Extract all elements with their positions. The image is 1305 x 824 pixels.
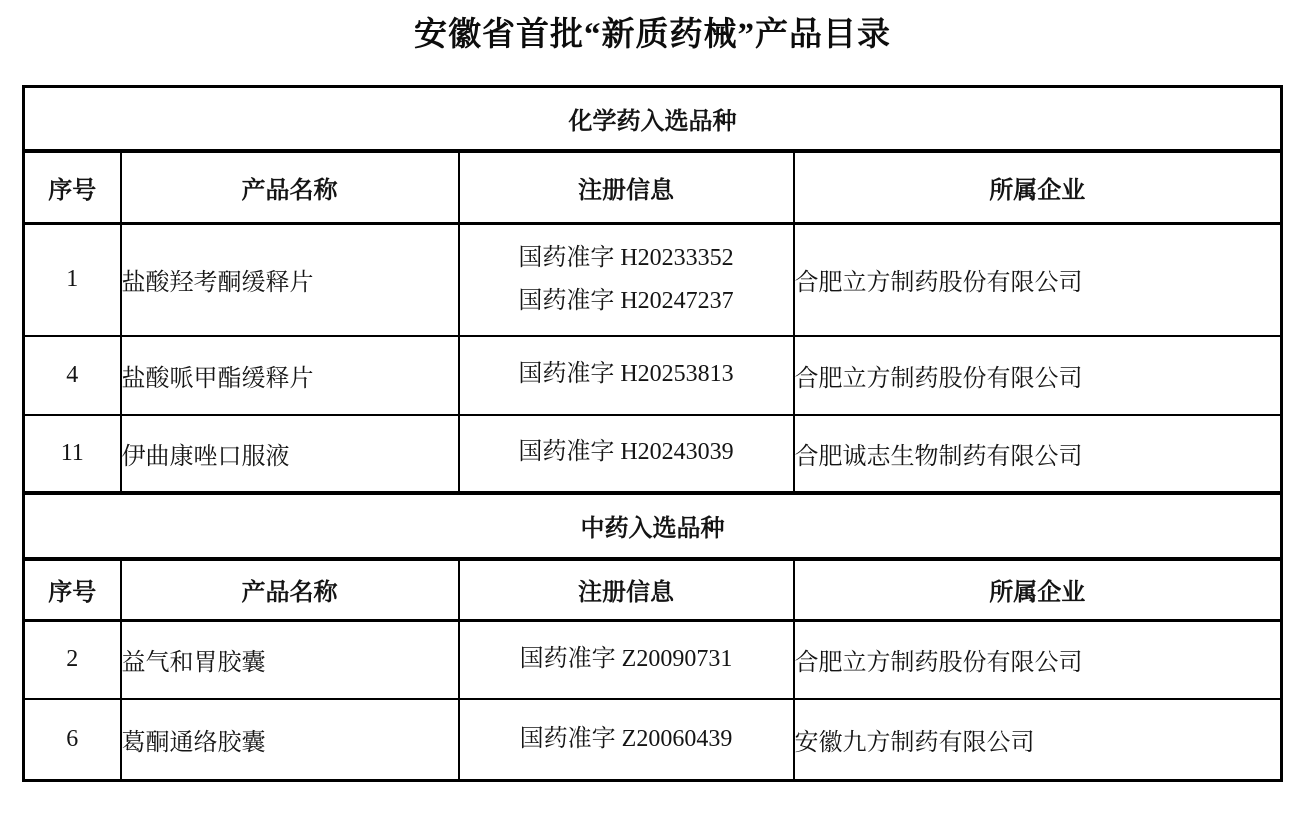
section-header-tcm: 中药入选品种 — [24, 493, 1282, 559]
cell-serial: 11 — [24, 415, 121, 493]
table-row — [24, 224, 1282, 336]
cell-serial: 2 — [24, 621, 121, 699]
cell-company: 安徽九方制药有限公司 — [794, 699, 1282, 781]
section-header-row-chemical — [24, 87, 1282, 151]
cell-product-name: 盐酸哌甲酯缓释片 — [121, 336, 459, 415]
page-title: 安徽省首批“新质药械”产品目录 — [414, 17, 891, 53]
col-header-registration: 注册信息 — [459, 151, 794, 224]
table-row — [24, 415, 1282, 493]
cell-registration — [459, 699, 794, 781]
col-header-company: 所属企业 — [794, 559, 1282, 621]
registration-line: 国药准字 H20243039 — [518, 439, 734, 466]
registration-line: 国药准字 Z20060439 — [519, 725, 733, 752]
cell-registration — [459, 224, 794, 336]
cell-company: 合肥立方制药股份有限公司 — [794, 621, 1282, 699]
column-header-row — [24, 151, 1282, 224]
table-row — [24, 336, 1282, 415]
table-row — [24, 699, 1282, 781]
section-header-row-tcm — [24, 493, 1282, 559]
col-header-serial: 序号 — [24, 559, 121, 621]
cell-registration — [459, 336, 794, 415]
column-header-row — [24, 559, 1282, 621]
product-catalog-table — [22, 85, 1283, 782]
cell-serial: 1 — [24, 224, 121, 336]
cell-product-name: 葛酮通络胶囊 — [121, 699, 459, 781]
cell-company: 合肥诚志生物制药有限公司 — [794, 415, 1282, 493]
cell-serial: 4 — [24, 336, 121, 415]
cell-registration — [459, 415, 794, 493]
section-header-chemical: 化学药入选品种 — [24, 87, 1282, 151]
col-header-product-name: 产品名称 — [121, 151, 459, 224]
cell-product-name: 伊曲康唑口服液 — [121, 415, 459, 493]
col-header-product-name: 产品名称 — [121, 559, 459, 621]
cell-serial: 6 — [24, 699, 121, 781]
registration-line: 国药准字 H20233352 — [518, 244, 734, 271]
cell-company: 合肥立方制药股份有限公司 — [794, 336, 1282, 415]
col-header-serial: 序号 — [24, 151, 121, 224]
cell-registration — [459, 621, 794, 699]
table-row — [24, 621, 1282, 699]
col-header-company: 所属企业 — [794, 151, 1282, 224]
registration-line: 国药准字 H20253813 — [518, 361, 734, 388]
registration-line: 国药准字 Z20090731 — [519, 646, 733, 673]
cell-product-name: 益气和胃胶囊 — [121, 621, 459, 699]
cell-company: 合肥立方制药股份有限公司 — [794, 224, 1282, 336]
cell-product-name: 盐酸羟考酮缓释片 — [121, 224, 459, 336]
col-header-registration: 注册信息 — [459, 559, 794, 621]
registration-line: 国药准字 H20247237 — [518, 287, 734, 314]
